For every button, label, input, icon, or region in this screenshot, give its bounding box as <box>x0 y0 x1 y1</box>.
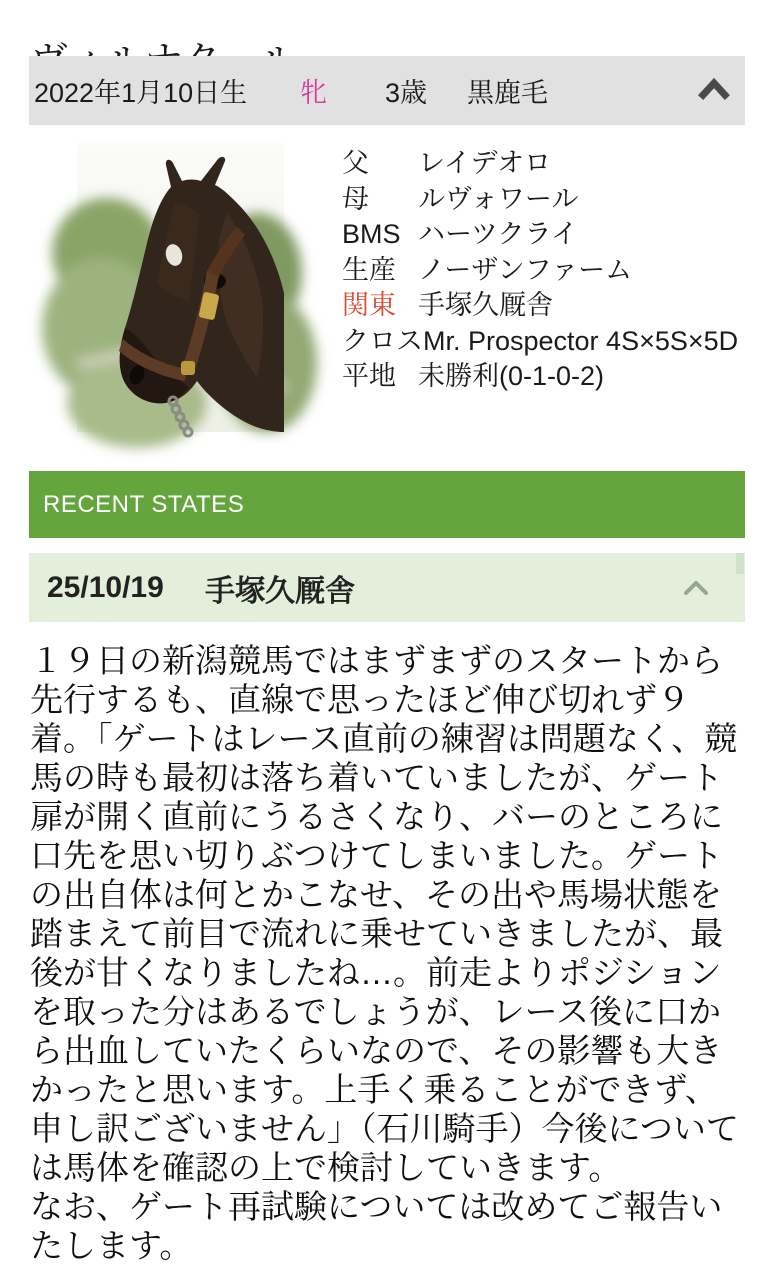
recent-states-header <box>29 471 745 538</box>
report-comment-clipped-line: なお、ゲート再試験については改めてご報告いたします。 <box>30 1188 723 1264</box>
report-comment-text: １９日の新潟競馬ではまずまずのスタートから先行するも、直線で思ったほど伸び切れず９着。「ゲートはレース直前の練習は問題なく、競馬の時も最初は落ち着いていましたが、ゲート扉が開く直前にうるさくなり、バーのところに口先を思い切りぶつけてしまいました。ゲートの出自体は何とかこなせ、その出や馬場状態を踏まえて前目で流れに乗せていきましたが、最後が甘くなりましたね…。前走よりポジションを取った分はあるでしょうが、レース後に口から出血していたくらいなので、その影響も大きかったと思います。上手く乗ることができず、申し訳ございません」（石川騎手）今後については馬体を確認の上で検討していきます。 <box>30 642 739 1186</box>
pedigree-value: 未勝利(0-1-0-2) <box>418 361 605 391</box>
stable-name: 手塚久厩舎 <box>418 290 553 320</box>
report-entry-bar[interactable] <box>29 553 745 622</box>
pedigree-label: クロス <box>342 325 423 356</box>
chevron-up-icon[interactable] <box>699 77 729 103</box>
pedigree-value: レイデオロ <box>418 148 552 178</box>
recent-states-title: RECENT STATES <box>43 490 245 518</box>
pedigree-value: Mr. Prospector 4S×5S×5D <box>423 325 739 356</box>
pedigree-label: 生産 <box>342 254 396 285</box>
pedigree-value: ルヴォワール <box>418 183 579 214</box>
coat-color-label: 黒鹿毛 <box>467 78 548 108</box>
pedigree-value: ノーザンファーム <box>418 254 633 285</box>
pedigree-row <box>342 182 762 218</box>
age-label: 3歳 <box>385 78 428 108</box>
pedigree-label: 父 <box>342 148 369 178</box>
pedigree-value: ハーツクライ <box>418 219 578 249</box>
pedigree-label: 平地 <box>342 361 396 391</box>
profile-accordion-bar[interactable] <box>29 56 745 125</box>
pedigree-row <box>342 359 762 395</box>
pedigree-row <box>342 217 762 253</box>
pedigree-row <box>342 146 762 182</box>
report-date: 25/10/19 <box>47 570 164 604</box>
chevron-up-icon[interactable] <box>683 579 709 596</box>
pedigree-row <box>342 253 762 289</box>
horse-photo <box>77 143 284 432</box>
sex-label: 牝 <box>300 78 327 108</box>
pedigree-list <box>342 146 762 395</box>
report-comment <box>30 641 746 1265</box>
scrollbar-thumb[interactable] <box>736 553 744 574</box>
pedigree-label: 母 <box>342 183 369 214</box>
pedigree-row <box>342 288 762 324</box>
region-label: 関東 <box>342 290 396 320</box>
pedigree-row <box>342 324 762 360</box>
birth-date: 2022年1月10日生 <box>34 78 248 108</box>
report-stable: 手塚久厩舎 <box>205 574 355 608</box>
pedigree-label: BMS <box>342 219 401 249</box>
